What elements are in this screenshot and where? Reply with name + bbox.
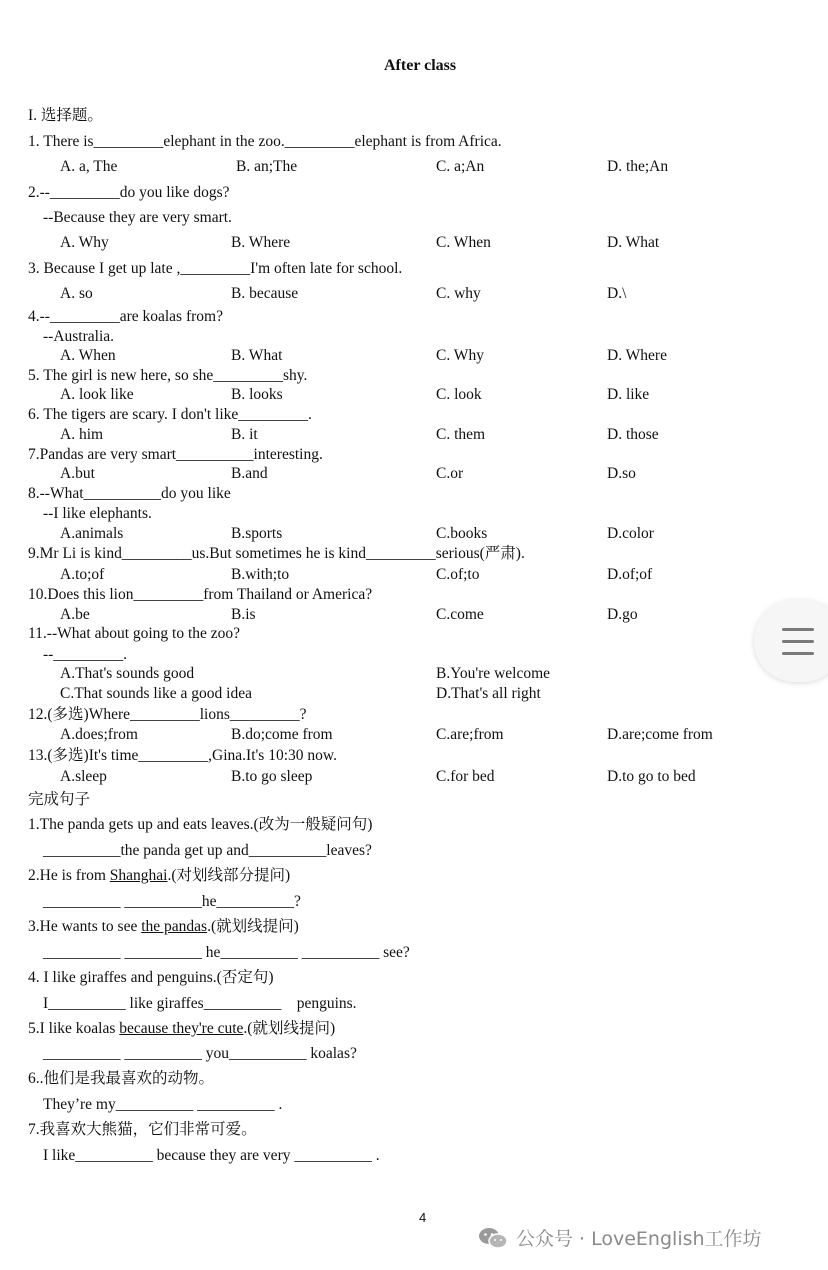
q3-option-c: C. why <box>436 285 481 302</box>
q12-option-a: A.does;from <box>60 726 138 743</box>
q4-option-a: A. When <box>60 347 116 364</box>
question-11-reply: --_________. <box>43 646 127 663</box>
sentence-6-answer: They’re my__________ __________ . <box>43 1096 283 1113</box>
q4-option-c: C. Why <box>436 347 484 364</box>
q10-option-a: A.be <box>60 606 90 623</box>
page-title: After class <box>384 57 457 74</box>
q3-option-a: A. so <box>60 285 93 302</box>
q1-option-a: A. a, The <box>60 158 118 175</box>
q7-option-d: D.so <box>607 465 636 482</box>
q8-option-d: D.color <box>607 525 654 542</box>
q1-option-b: B. an;The <box>236 158 298 175</box>
q2-option-c: C. When <box>436 234 491 251</box>
q7-option-c: C.or <box>436 465 464 482</box>
question-1: 1. There is_________elephant in the zoo._________elephant is from Africa. <box>28 133 502 150</box>
q13-option-c: C.for bed <box>436 768 495 785</box>
question-2: 2.--_________do you like dogs? <box>28 184 230 201</box>
q13-option-d: D.to go to bed <box>607 768 696 785</box>
sentence-5-instruction: .(就划线提问) <box>243 1020 336 1037</box>
sentence-4-answer: I__________ like giraffes__________ penguins. <box>43 995 357 1012</box>
q1-option-c: C. a;An <box>436 158 485 175</box>
sentence-6-prompt: 6..他们是我最喜欢的动物。 <box>28 1070 215 1087</box>
q11-option-d: D.That's all right <box>436 685 541 702</box>
sentence-2-text: 2.He is from <box>28 867 110 884</box>
question-7: 7.Pandas are very smart__________interesting. <box>28 446 323 463</box>
q12-option-c: C.are;from <box>436 726 504 743</box>
sentence-1-answer: __________the panda get up and__________leaves? <box>43 842 372 859</box>
question-6: 6. The tigers are scary. I don't like_________. <box>28 406 312 423</box>
q7-option-b: B.and <box>231 465 268 482</box>
section-heading-sentences: 完成句子 <box>28 791 91 808</box>
sentence-4-prompt: 4. I like giraffes and penguins.(否定句) <box>28 969 274 986</box>
q6-option-c: C. them <box>436 426 486 443</box>
q3-option-d: D.\ <box>607 285 627 302</box>
q8-option-a: A.animals <box>60 525 124 542</box>
sentence-2-underlined: Shanghai <box>109 867 168 884</box>
question-13: 13.(多选)It's time_________,Gina.It's 10:30 now. <box>28 747 337 764</box>
sentence-2-instruction: .(对划线部分提问) <box>167 867 291 884</box>
sentence-3-text: 3.He wants to see <box>28 918 142 935</box>
q10-option-c: C.come <box>436 606 484 623</box>
question-11: 11.--What about going to the zoo? <box>28 625 241 642</box>
section-heading-choice: I. 选择题。 <box>28 107 103 124</box>
q5-option-b: B. looks <box>231 386 283 403</box>
q9-option-c: C.of;to <box>436 566 480 583</box>
q10-option-b: B.is <box>231 606 256 623</box>
menu-button[interactable] <box>754 600 828 682</box>
q12-option-d: D.are;come from <box>607 726 713 743</box>
q7-option-a: A.but <box>60 465 95 482</box>
q13-option-a: A.sleep <box>60 768 107 785</box>
q11-option-a: A.That's sounds good <box>60 665 195 682</box>
question-3: 3. Because I get up late ,_________I'm often late for school. <box>28 260 403 277</box>
q4-option-d: D. Where <box>607 347 667 364</box>
q8-option-b: B.sports <box>231 525 283 542</box>
q2-option-b: B. Where <box>231 234 291 251</box>
q10-option-d: D.go <box>607 606 638 623</box>
sentence-3-answer: __________ __________ he__________ __________ see? <box>43 944 410 961</box>
watermark <box>478 1224 762 1251</box>
wechat-icon <box>478 1226 508 1250</box>
sentence-2-prompt <box>28 866 290 886</box>
question-8-reply: --I like elephants. <box>43 505 152 522</box>
sentence-3-instruction: .(就划线提问) <box>207 918 299 935</box>
sentence-1-prompt: 1.The panda gets up and eats leaves.(改为一般疑问句) <box>28 816 373 833</box>
q13-option-b: B.to go sleep <box>231 768 313 785</box>
question-4: 4.--_________are koalas from? <box>28 308 223 325</box>
q2-option-d: D. What <box>607 234 660 251</box>
q3-option-b: B. because <box>231 285 299 302</box>
question-5: 5. The girl is new here, so she_________shy. <box>28 367 308 384</box>
q5-option-d: D. like <box>607 386 650 403</box>
q6-option-a: A. him <box>60 426 104 443</box>
sentence-5-underlined: because they're cute <box>119 1020 244 1037</box>
q11-option-b: B.You're welcome <box>436 665 551 682</box>
q4-option-b: B. What <box>231 347 283 364</box>
question-4-reply: --Australia. <box>43 328 115 345</box>
q9-option-b: B.with;to <box>231 566 290 583</box>
question-8: 8.--What__________do you like <box>28 485 231 502</box>
q8-option-c: C.books <box>436 525 488 542</box>
question-10: 10.Does this lion_________from Thailand or America? <box>28 586 373 603</box>
sentence-7-prompt: 7.我喜欢大熊猫，它们非常可爱。 <box>28 1121 257 1138</box>
q11-option-c: C.That sounds like a good idea <box>60 685 252 702</box>
q5-option-a: A. look like <box>60 386 134 403</box>
q2-option-a: A. Why <box>60 234 109 251</box>
sentence-5-answer: __________ __________ you__________ koalas? <box>43 1045 357 1062</box>
sentence-2-answer: __________ __________he__________? <box>43 893 301 910</box>
question-9: 9.Mr Li is kind_________us.But sometimes he is kind_________serious(严肃). <box>28 545 525 562</box>
q1-option-d: D. the;An <box>607 158 669 175</box>
sentence-5-text: 5.I like koalas <box>28 1020 120 1037</box>
question-2-reply: --Because they are very smart. <box>43 209 232 226</box>
watermark-text: 公众号 · LoveEnglish工作坊 <box>516 1228 762 1250</box>
sentence-3-underlined: the pandas <box>141 918 208 935</box>
q6-option-d: D. those <box>607 426 659 443</box>
page-number: 4 <box>419 1210 427 1225</box>
q9-option-a: A.to;of <box>60 566 105 583</box>
q9-option-d: D.of;of <box>607 566 653 583</box>
sentence-3-prompt <box>28 917 299 937</box>
sentence-5-prompt <box>28 1019 335 1039</box>
q6-option-b: B. it <box>231 426 258 443</box>
sentence-7-answer: I like__________ because they are very __________ . <box>43 1147 380 1164</box>
q12-option-b: B.do;come from <box>231 726 333 743</box>
question-12: 12.(多选)Where_________lions_________? <box>28 706 307 723</box>
q5-option-c: C. look <box>436 386 482 403</box>
